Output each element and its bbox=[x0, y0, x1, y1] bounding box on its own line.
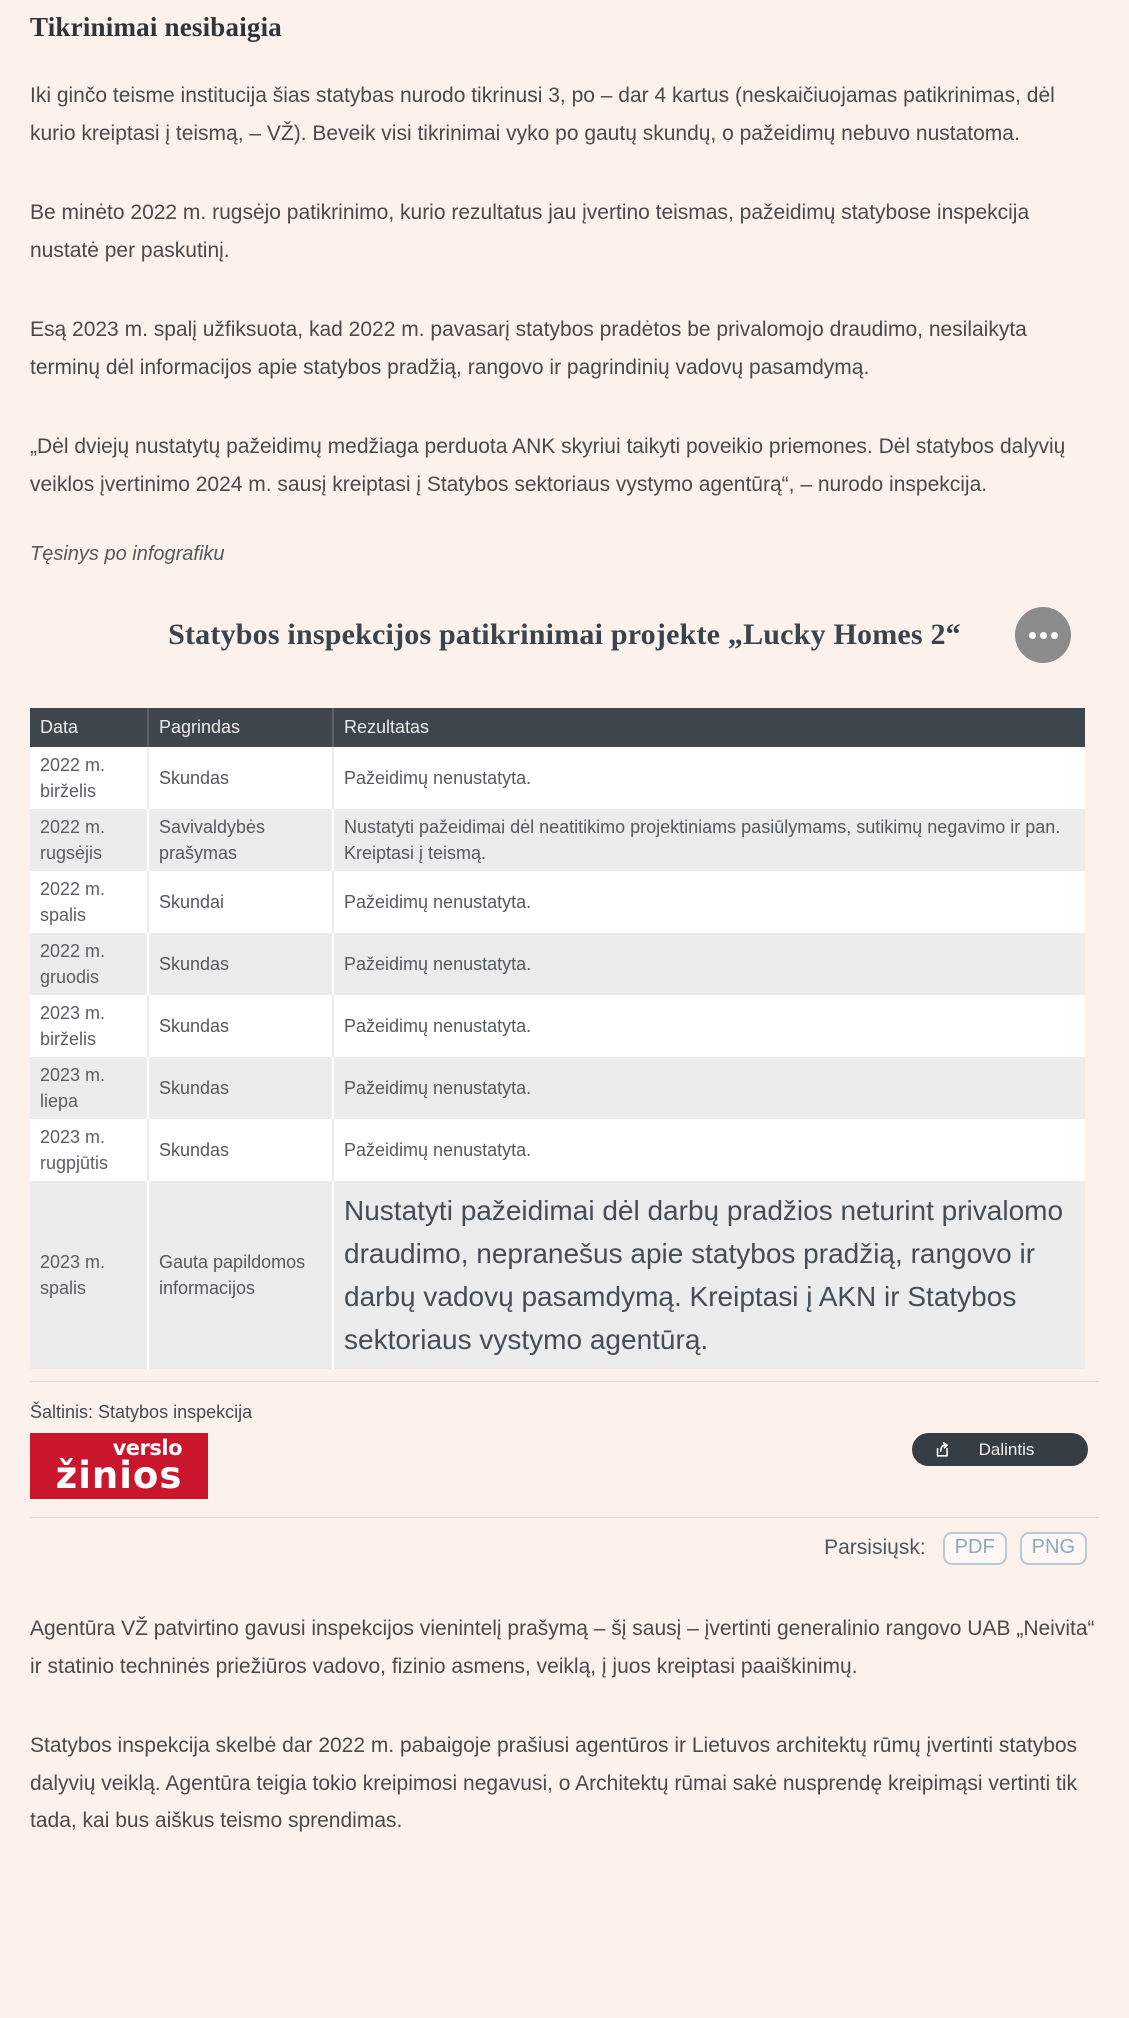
download-png-button[interactable]: PNG bbox=[1020, 1532, 1087, 1565]
logo-line2: žinios bbox=[55, 1453, 183, 1497]
cell-rezultatas: Pažeidimų nenustatyta. bbox=[344, 768, 532, 788]
logo-line1: verslo bbox=[112, 1435, 182, 1460]
share-button[interactable] bbox=[912, 1433, 1088, 1466]
source-line: Šaltinis: Statybos inspekcija bbox=[30, 1402, 253, 1422]
divider bbox=[30, 1517, 1099, 1518]
table-row bbox=[30, 1181, 1085, 1369]
divider bbox=[30, 1381, 1099, 1382]
cell-pagrindas: Skundas bbox=[148, 1057, 333, 1119]
column-header-rezultatas: Rezultatas bbox=[333, 708, 1085, 747]
paragraph: „Dėl dviejų nustatytų pažeidimų medžiaga perduota ANK skyriui taikyti poveikio priemones. Dėl statybos dalyvių veiklos įvertinimo 2024 m. sausį kreiptasi į Statybos sektoriaus vystymo agentūrą“, – nurodo inspekcija. bbox=[30, 435, 1066, 496]
inspections-table bbox=[30, 708, 1085, 1369]
table-row bbox=[30, 809, 1085, 871]
cell-data: 2022 m. gruodis bbox=[30, 933, 148, 995]
ellipsis-icon bbox=[1051, 632, 1058, 639]
cell-pagrindas: Skundas bbox=[148, 995, 333, 1057]
download-pdf-button[interactable]: PDF bbox=[943, 1532, 1007, 1565]
cell-pagrindas: Skundas bbox=[148, 933, 333, 995]
table-row bbox=[30, 1057, 1085, 1119]
cell-pagrindas: Skundai bbox=[148, 871, 333, 933]
ellipsis-icon bbox=[1029, 632, 1036, 639]
column-header-data: Data bbox=[30, 708, 148, 747]
table-row bbox=[30, 995, 1085, 1057]
cell-data: 2022 m. rugsėjis bbox=[30, 809, 148, 871]
cell-data: 2023 m. birželis bbox=[30, 995, 148, 1057]
paragraph: Esą 2023 m. spalį užfiksuota, kad 2022 m. pavasarį statybos pradėtos be privalomojo draudimo, nesilaikyta terminų dėl informacijos apie statybos pradžią, rangovo ir pagrindinių vadovų pasamdymą. bbox=[30, 318, 1027, 379]
cell-data: 2023 m. rugpjūtis bbox=[30, 1119, 148, 1181]
cell-pagrindas: Skundas bbox=[148, 747, 333, 809]
paragraph: Statybos inspekcija skelbė dar 2022 m. pabaigoje prašiusi agentūros ir Lietuvos architektų rūmų įvertinti statybos dalyvių veiklą. Agentūra teigia tokio kreipimosi negavusi, o Architektų rūmai sakė nusprendę kreipimąsi vertinti tik tada, kai bus aiškus teismo sprendimas. bbox=[30, 1734, 1078, 1832]
column-header-pagrindas: Pagrindas bbox=[148, 708, 333, 747]
cell-rezultatas: Nustatyti pažeidimai dėl neatitikimo projektiniams pasiūlymams, sutikimų negavimo ir pan. Kreiptasi į teismą. bbox=[344, 817, 1061, 863]
verslo-zinios-logo bbox=[30, 1433, 208, 1499]
continuation-note: Tęsinys po infografiku bbox=[30, 543, 225, 565]
infographic-footer bbox=[30, 1433, 1099, 1499]
infographic-title: Statybos inspekcijos patikrinimai projekte „Lucky Homes 2“ bbox=[168, 618, 961, 651]
cell-pagrindas: Gauta papildomos informacijos bbox=[148, 1181, 333, 1369]
share-button-label: Dalintis bbox=[978, 1439, 1035, 1459]
share-arrow-icon bbox=[932, 1440, 951, 1459]
cell-data: 2022 m. birželis bbox=[30, 747, 148, 809]
table-row bbox=[30, 933, 1085, 995]
infographic-menu-button[interactable] bbox=[1015, 607, 1071, 663]
cell-data: 2022 m. spalis bbox=[30, 871, 148, 933]
download-row bbox=[30, 1530, 1099, 1566]
cell-rezultatas: Pažeidimų nenustatyta. bbox=[344, 1016, 532, 1036]
ellipsis-icon bbox=[1040, 632, 1047, 639]
cell-rezultatas: Pažeidimų nenustatyta. bbox=[344, 892, 532, 912]
cell-rezultatas: Pažeidimų nenustatyta. bbox=[344, 1140, 532, 1160]
cell-rezultatas: Pažeidimų nenustatyta. bbox=[344, 954, 532, 974]
cell-rezultatas: Pažeidimų nenustatyta. bbox=[344, 1078, 532, 1098]
section-title: Tikrinimai nesibaigia bbox=[30, 12, 283, 42]
infographic-header bbox=[30, 604, 1099, 666]
table-row bbox=[30, 747, 1085, 809]
paragraph: Agentūra VŽ patvirtino gavusi inspekcijos vienintelį prašymą – šį sausį – įvertinti generalinio rangovo UAB „Neivita“ ir statinio techninės priežiūros vadovo, fizinio asmens, veiklą, į juos kreiptasi paaiškinimų. bbox=[30, 1617, 1095, 1678]
cell-data: 2023 m. spalis bbox=[30, 1181, 148, 1369]
cell-pagrindas: Savivaldybės prašymas bbox=[148, 809, 333, 871]
cell-pagrindas: Skundas bbox=[148, 1119, 333, 1181]
cell-rezultatas: Nustatyti pažeidimai dėl darbų pradžios neturint privalomo draudimo, nepranešus apie statybos pradžią, rangovo ir darbų vadovų pasamdymą. Kreiptasi į AKN ir Statybos sektoriaus vystymo agentūrą. bbox=[344, 1195, 1064, 1355]
paragraph: Iki ginčo teisme institucija šias statybas nurodo tikrinusi 3, po – dar 4 kartus (neskaičiuojamas patikrinimas, dėl kurio kreiptasi į teismą, – VŽ). Beveik visi tikrinimai vyko po gautų skundų, o pažeidimų nebuvo nustatoma. bbox=[30, 84, 1055, 145]
table-row bbox=[30, 871, 1085, 933]
cell-data: 2023 m. liepa bbox=[30, 1057, 148, 1119]
table-row bbox=[30, 1119, 1085, 1181]
table-header-row bbox=[30, 708, 1085, 747]
paragraph: Be minėto 2022 m. rugsėjo patikrinimo, kurio rezultatus jau įvertino teismas, pažeidimų statybose inspekcija nustatė per paskutinį. bbox=[30, 201, 1030, 262]
download-label: Parsisiųsk: bbox=[824, 1536, 926, 1559]
